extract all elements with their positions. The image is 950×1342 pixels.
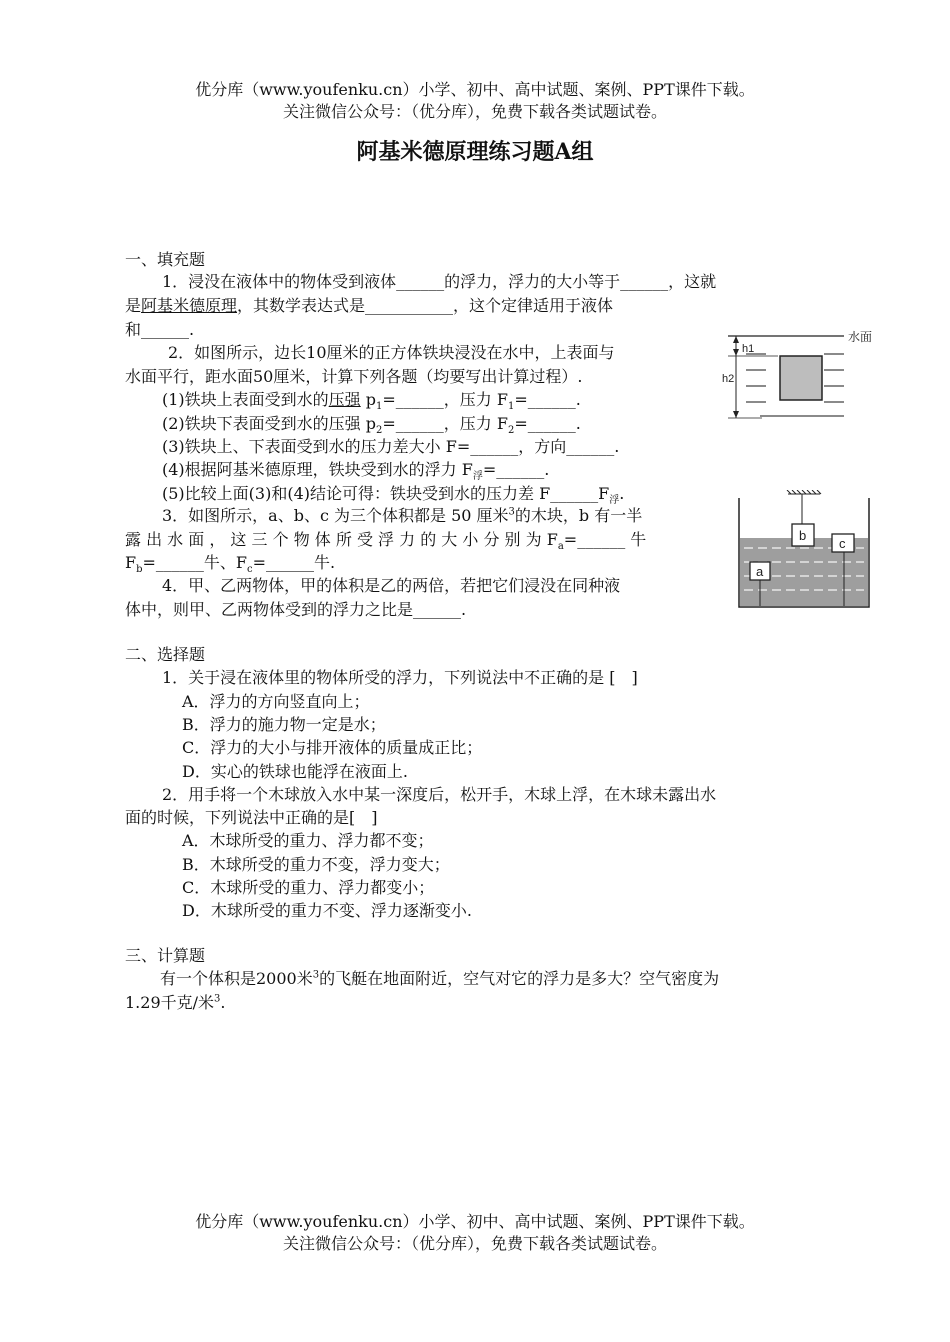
h1-label: h1 bbox=[742, 343, 755, 355]
s2-q1-stem: 1．关于浸在液体里的物体所受的浮力，下列说法中不正确的是 [ ] bbox=[162, 668, 638, 687]
pressure-link[interactable]: 压强 bbox=[328, 390, 361, 409]
svg-text:c: c bbox=[839, 536, 846, 551]
iron-cube bbox=[780, 356, 822, 400]
s1-q2-sub5: (5)比较上面(3)和(4)结论可得：铁块受到水的压力差 $F\_\_\_\_\_\_F_浮$. bbox=[162, 484, 625, 507]
s1-q2-sub4: (4)根据阿基米德原理，铁块受到水的浮力 $F_浮=\_\_\_\_\_\_$. bbox=[162, 460, 550, 483]
s3-line1: 有一个体积是2000米$^3$的飞艇在地面附近，空气对它的浮力是多大？空气密度为 bbox=[160, 969, 720, 988]
section2-heading: 二、选择题 bbox=[125, 645, 206, 664]
archimedes-link[interactable]: 阿基米德原理 bbox=[141, 296, 238, 315]
s1-q2-sub3: (3)铁块上、下表面受到水的压力差大小 F=______，方向______. bbox=[162, 437, 620, 456]
s1-q1-line3: 和______. bbox=[125, 320, 195, 339]
s1-q2-line2: 水面平行，距水面50厘米，计算下列各题（均要写出计算过程）. bbox=[125, 367, 583, 386]
svg-text:a: a bbox=[756, 564, 764, 579]
s1-q4-line2: 体中，则甲、乙两物体受到的浮力之比是______. bbox=[125, 600, 467, 619]
s3-line2: 1.29千克/米$^3$. bbox=[125, 993, 226, 1012]
s1-q4-line1: 4．甲、乙两物体，甲的体积是乙的两倍，若把它们浸没在同种液 bbox=[162, 576, 621, 595]
s1-q2-sub1: (1)铁块上表面受到水的压强 $p_1=\_\_\_\_\_\_$，压力 $F_1=\_\_\_\_\_\_$. bbox=[162, 390, 581, 413]
section1-heading: 一、填充题 bbox=[125, 250, 206, 269]
s2-q1-option-d: D．实心的铁球也能浮在液面上. bbox=[182, 762, 408, 781]
s2-q2-option-d: D．木球所受的重力不变、浮力逐渐变小. bbox=[182, 901, 472, 920]
s1-q3-line3: $F_b=\_\_\_\_\_\_$牛、$F_c=\_\_\_\_\_\_$牛. bbox=[125, 553, 336, 576]
s2-q2-option-b: B．木球所受的重力不变，浮力变大； bbox=[182, 855, 450, 874]
s2-q2-option-c: C．木球所受的重力、浮力都变小； bbox=[182, 878, 435, 897]
s1-q3-line2: 露 出 水 面 ， 这 三 个 物 体 所 受 浮 力 的 大 小 分 别 为 $F_a=\_\_\_\_\_\_$ 牛 bbox=[125, 530, 647, 553]
s2-q1-option-a: A．浮力的方向竖直向上； bbox=[182, 692, 370, 711]
s1-q2-sub2: (2)铁块下表面受到水的压强 $p_2=\_\_\_\_\_\_$，压力 $F_2=\_\_\_\_\_\_$. bbox=[162, 414, 581, 437]
header-line-2: 关注微信公众号：（优分库），免费下载各类试题试卷。 bbox=[282, 102, 667, 121]
figure-submerged-cube bbox=[722, 326, 882, 428]
h2-label: h2 bbox=[722, 373, 735, 385]
s1-q1-line2: 是阿基米德原理，其数学表达式是___________，这个定律适用于液体 bbox=[125, 296, 614, 315]
figure-three-blocks bbox=[734, 490, 874, 610]
header-line-1: 优分库（www.youfenku.cn）小学、初中、高中试题、案例、PPT课件下载。 bbox=[195, 80, 755, 99]
s2-q1-option-b: B．浮力的施力物一定是水； bbox=[182, 715, 386, 734]
s1-q2-line1: 2．如图所示，边长10厘米的正方体铁块浸没在水中，上表面与 bbox=[168, 343, 615, 362]
footer-line-1: 优分库（www.youfenku.cn）小学、初中、高中试题、案例、PPT课件下载。 bbox=[195, 1212, 755, 1231]
page-title: 阿基米德原理练习题A组 bbox=[356, 139, 594, 165]
section3-heading: 三、计算题 bbox=[125, 946, 206, 965]
s1-q3-line1: 3．如图所示，a、b、c 为三个体积都是 50 厘米$^3$的木块，b 有一半 bbox=[162, 506, 643, 525]
s2-q2-stem-line2: 面的时候，下列说法中正确的是[ ] bbox=[125, 808, 378, 827]
water-surface-label: 水面 bbox=[848, 330, 873, 344]
svg-text:b: b bbox=[799, 528, 807, 543]
s2-q2-stem-line1: 2．用手将一个木球放入水中某一深度后，松开手，木球上浮，在木球未露出水 bbox=[162, 785, 717, 804]
s1-q1-line1: 1．浸没在液体中的物体受到液体______的浮力，浮力的大小等于______，这就 bbox=[162, 272, 717, 291]
s2-q1-option-c: C．浮力的大小与排开液体的质量成正比； bbox=[182, 738, 483, 757]
s2-q2-option-a: A．木球所受的重力、浮力都不变； bbox=[182, 831, 434, 850]
footer-line-2: 关注微信公众号：（优分库），免费下载各类试题试卷。 bbox=[282, 1234, 667, 1253]
